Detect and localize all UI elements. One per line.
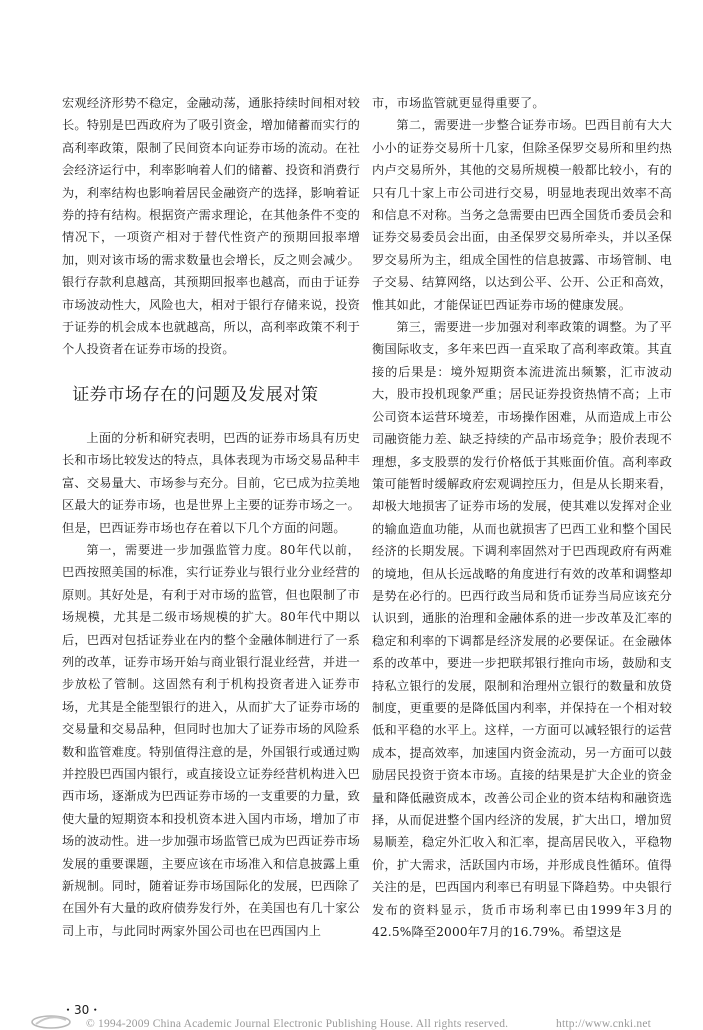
body-paragraph: 第二，需要进一步整合证券市场。巴西目前有大大小小的证券交易所十几家，但除圣保罗交易所和里约热内卢交易所外，其他的交易所规模一般都比较小，有的只有几十家上市公司进行交易，明显地表现出效率不高和信息不对称。当务之急需要由巴西全国货币委员会和证券交易委员会出面，由圣保罗交易所牵头，并以圣保罗交易所为主，组成全国性的信息披露、市场管制、电子交易、结算网络，以达到公平、公开、公正和高效，惟其如此，才能保证巴西证券市场的健康发展。 [372,118,672,312]
left-column [62,92,360,942]
footer-url: http://www.cnki.net [556,1018,652,1030]
body-paragraph: 上面的分析和研究表明，巴西的证券市场具有历史长和市场比较发达的特点，具体表现为市场交易品种丰富、交易量大、市场参与充分。目前，它已成为拉美地区最大的证券市场，也是世界上主要的证券市场之一。但是，巴西证券市场也存在着以下几个方面的问题。 [62,430,360,535]
body-paragraph: 市，市场监管就更显得重要了。 [372,96,545,110]
body-paragraph: 宏观经济形势不稳定，金融动荡，通胀持续时间相对较长。特别是巴西政府为了吸引资金，增加储蓄而实行的高利率政策，限制了民间资本向证券市场的流动。在社会经济运行中，利率影响着人们的储蓄、投资和消费行为，利率结构也影响着居民金融资产的选择，影响着证券的持有结构。根据资产需求理论，在其他条件不变的情况下，一项资产相对于替代性资产的预期回报率增加，则对该市场的需求数量也会增长，反之则会减少。银行存款利息越高，其预期回报率也越高，而由于证券市场波动性大，风险也大，相对于银行存储来说，投资于证券的机会成本也就越高，所以，高利率政策不利于个人投资者在证券市场的投资。 [62,96,360,357]
page-number: ・30・ [62,1003,102,1017]
publisher-logo-icon [30,1013,72,1029]
body-paragraph: 第三，需要进一步加强对利率政策的调整。为了平衡国际收支，多年来巴西一直采取了高利率政策。其直接的后果是：境外短期资本流进流出频繁，汇市波动大，股市投机现象严重；居民证券投资热情不高；上市公司资本运营环境差，市场操作困难，从而造成上市公司融资能力差、缺乏持续的产品市场竞争；股价表现不理想，多支股票的发行价格低于其账面价值。高利率政策可能暂时缓解政府宏观调控压力，但是从长期来看，却极大地损害了证券市场的发展，使其难以发挥对企业的输血造血功能，从而也就损害了巴西工业和整个国民经济的长期发展。下调利率固然对于巴西现政府有两难的境地，但从长远战略的角度进行有效的改革和调整却是势在必行的。巴西行政当局和货币证券当局应该充分认识到，通胀的治理和金融体系的进一步改革及汇率的稳定和利率的下调都是经济发展的必要保证。在金融体系的改革中，要进一步把联邦银行推向市场，鼓励和支持私立银行的发展，限制和治理州立银行的数量和放贷制度，更重要的是降低国内利率，并保持在一个相对较低和平稳的水平上。这样，一方面可以减轻银行的运营成本，提高效率，加速国内资金流动，另一方面可以鼓励居民投资于资本市场。直接的结果是扩大企业的资金量和降低融资成本，改善公司企业的资本结构和融资选择，从而促进整个国内经济的发展，扩大出口，增加贸易顺差，稳定外汇收入和汇率，提高居民收入，平稳物价，扩大需求，活跃国内市场，并形成良性循环。值得关注的是，巴西国内利率已有明显下降趋势。中央银行发布的资料显示，货币市场利率已由1999年3月的42.5%降至2000年7月的16.79%。希望这是 [372,320,672,940]
body-paragraph: 第一，需要进一步加强监管力度。80年代以前，巴西按照美国的标准，实行证券业与银行业分业经营的原则。其好处是，有利于对市场的监管，但也限制了市场规模，尤其是二级市场规模的扩大。80年代中期以后，巴西对包括证券业在内的整个金融体制进行了一系列的改革，证券市场开始与商业银行混业经营，并进一步放松了管制。这固然有利于机构投资者进入证券市场，尤其是全能型银行的进入，从而扩大了证券市场的交易量和交易品种，但同时也加大了证券市场的风险系数和监管难度。特别值得注意的是，外国银行或通过购并控股巴西国内银行，或直接设立证券经营机构进入巴西市场，逐渐成为巴西证券市场的一支重要的力量，致使大量的短期资本和投机资本进入国内市场，增加了市场的波动性。进一步加强市场监管已成为巴西证券市场发展的重要课题，主要应该在市场准入和信息披露上重新规制。同时，随着证券市场国际化的发展，巴西除了在国外有大量的政府债券发行外，在美国也有几十家公司上市，与此同时两家外国公司也在巴西国内上 [62,542,360,938]
copyright-text: © 1994-2009 China Academic Journal Electronic Publishing House. All rights reserved. [86,1018,509,1030]
right-column [372,92,672,943]
section-heading: 证券市场存在的问题及发展对策 [72,384,319,405]
